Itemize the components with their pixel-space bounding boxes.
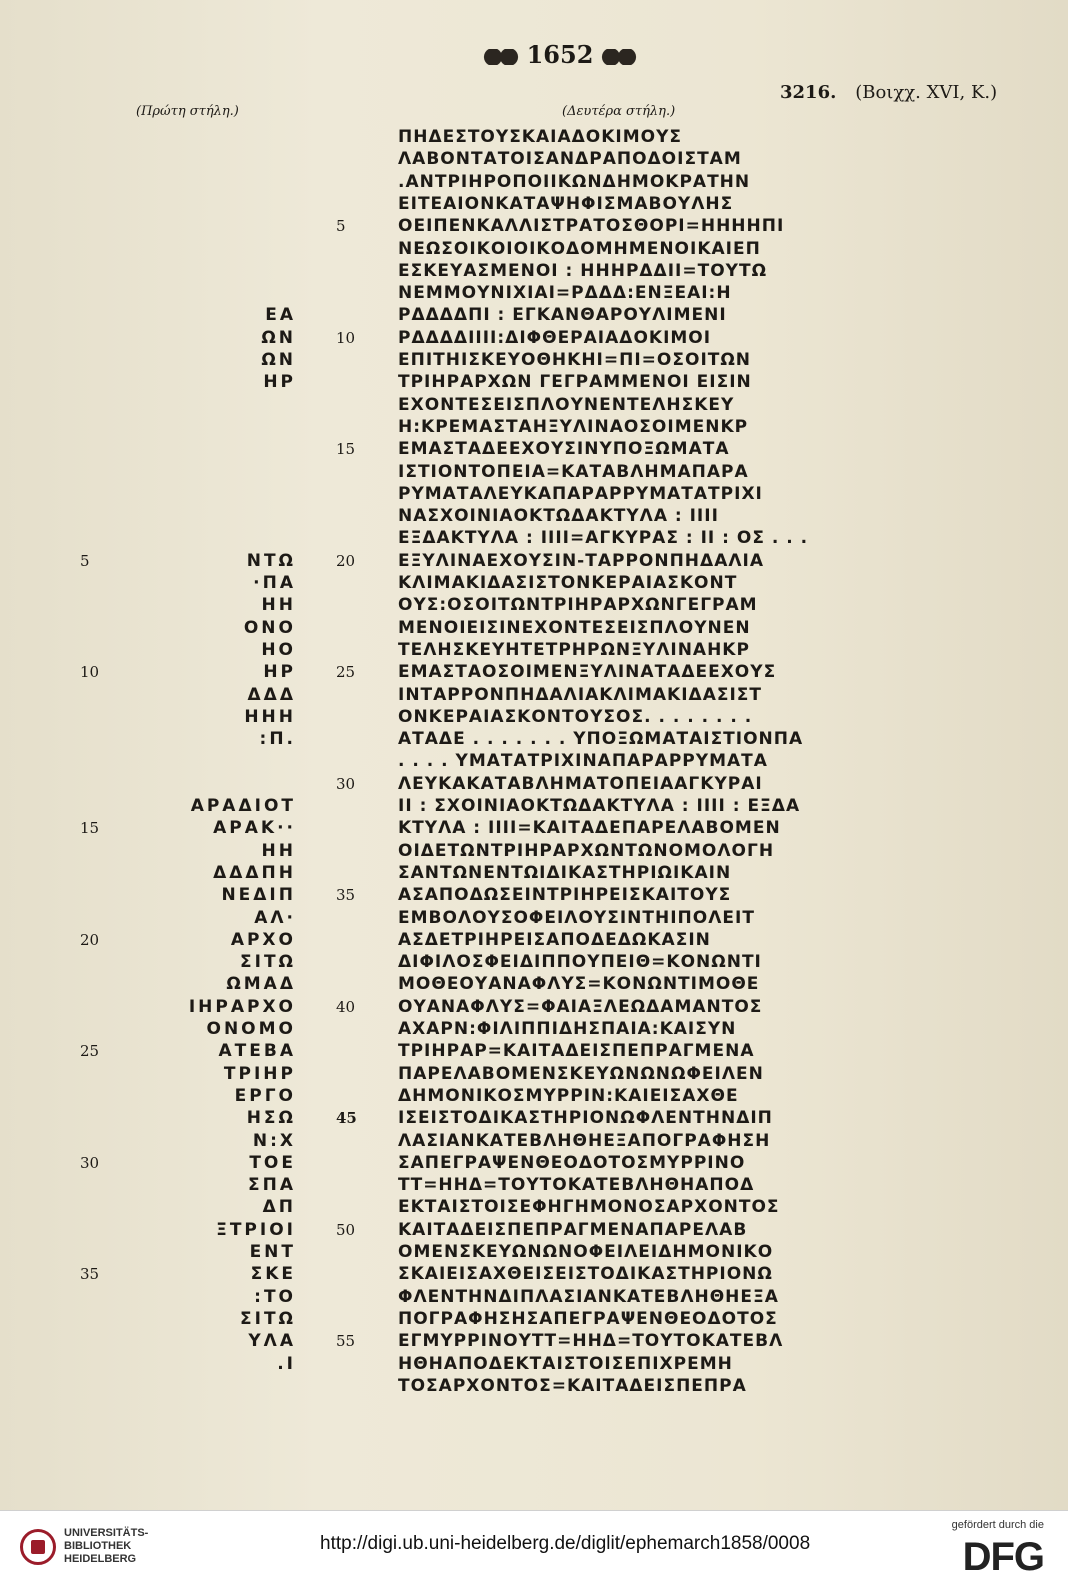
inscription-line: ΤΟΣΑΡΧΟΝΤΟΣ=ΚΑΙΤΑΔΕΙΣΠΕΠΡΑ	[398, 1375, 747, 1396]
inscription-line: ΛΕΥΚΑΚΑΤΑΒΛΗΜΑΤΟΠΕΙΑΑΓΚΥΡΑΙ	[398, 773, 763, 794]
inscription-fragment: ΗΗ	[261, 840, 296, 861]
inscription-fragment: ΗΗ	[261, 595, 296, 616]
line-number: 35	[80, 1265, 100, 1284]
inscription-line: ΜΕΝΟΙΕΙΣΙΝΕΧΟΝΤΕΣΕΙΣΠΛΟΥΝΕΝ	[398, 617, 751, 638]
column1-label: (Πρώτη στήλη.)	[136, 104, 239, 119]
inscription-line: ΝΕΜΜΟΥΝΙΧΙΑΙ=ΡΔΔΔ:ΕΝΞΕΑΙ:Η	[398, 283, 732, 304]
funding-label: gefördert durch die	[951, 1519, 1044, 1531]
inscription-fragment: ΑΡΑΚ··	[213, 818, 296, 839]
line-number: 15	[336, 440, 356, 459]
line-number: 50	[336, 1220, 356, 1239]
inscription-fragment: ΝΕΔΙΠ	[221, 885, 296, 906]
inscription-fragment: ΣΚΕ	[250, 1264, 296, 1285]
inscription-fragment: ΩΝ	[261, 327, 296, 348]
inscription-line: ΟΥΣ:ΟΣΟΙΤΩΝΤΡΙΗΡΑΡΧΩΝΓΕΓΡΑΜ	[398, 595, 758, 616]
institution-name	[64, 1527, 148, 1566]
inscription-line: ΕΣΚΕΥΑΣΜΕΝΟΙ : ΗΗΗΡΔΔΙΙ=ΤΟΥΤΩ	[398, 260, 768, 281]
line-number: 45	[336, 1109, 357, 1128]
inscription-line: ΠΟΓΡΑΦΗΣΗΣΑΠΕΓΡΑΨΕΝΘΕΟΔΟΤΟΣ	[398, 1308, 778, 1329]
inscription-fragment: .Ι	[277, 1353, 296, 1374]
inscription-line: . . . . ΥΜΑΤΑΤΡΙΧΙΝΑΠΑΡΑΡΡΥΜΑΤΑ	[398, 751, 768, 772]
left-ornament-icon	[481, 49, 521, 65]
page-number	[470, 40, 650, 69]
inscription-fragment: ΝΤΩ	[246, 550, 296, 571]
inscription-line: ΟΕΙΠΕΝΚΑΛΛΙΣΤΡΑΤΟΣΘΟΡΙ=ΗΗΗΗΠΙ	[398, 216, 785, 237]
inscription-line: ΗΘΗΑΠΟΔΕΚΤΑΙΣΤΟΙΣΕΠΙΧΡΕΜΗ	[398, 1353, 733, 1374]
inscription-fragment: ΔΔΔΠΗ	[213, 862, 296, 883]
inscription-fragment: ΙΗΡΑΡΧΟ	[188, 996, 296, 1017]
line-number: 10	[336, 328, 356, 347]
page-number-text: 1652	[526, 40, 594, 69]
inscription-fragment: :Π.	[259, 729, 296, 750]
inscription-fragment: ΟΝΟ	[243, 617, 296, 638]
inscription-line: ΙΣΕΙΣΤΟΔΙΚΑΣΤΗΡΙΟΝΩΦΛΕΝΤΗΝΔΙΠ	[398, 1108, 773, 1129]
institution-line: HEIDELBERG	[64, 1553, 137, 1565]
inscription-fragment: ΥΛΑ	[248, 1331, 296, 1352]
inscription-line: ΤΡΙΗΡΑΡ=ΚΑΙΤΑΔΕΙΣΠΕΠΡΑΓΜΕΝΑ	[398, 1041, 755, 1062]
inscription-line: ΙΙ : ΣΧΟΙΝΙΑΟΚΤΩΔΑΚΤΥΛΑ : ΙΙΙΙ : ΕΞΔΑ	[398, 796, 801, 816]
line-number: 25	[336, 663, 356, 682]
inscription-fragment: ·ΠΑ	[253, 573, 296, 593]
inscription-reference	[780, 82, 997, 103]
inscription-line: ΚΛΙΜΑΚΙΔΑΣΙΣΤΟΝΚΕΡΑΙΑΣΚΟΝΤ	[398, 573, 738, 593]
inscription-line: ΑΧΑΡΝ:ΦΙΛΙΠΠΙΔΗΣΠΑΙΑ:ΚΑΙΣΥΝ	[398, 1019, 737, 1039]
inscription-line: ΦΛΕΝΤΗΝΔΙΠΛΑΣΙΑΝΚΑΤΕΒΛΗΘΗΕΞΑ	[398, 1286, 779, 1307]
line-number: 25	[80, 1042, 100, 1061]
inscription-line: ΛΑΣΙΑΝΚΑΤΕΒΛΗΘΗΕΞΑΠΟΓΡΑΦΗΣΗ	[398, 1130, 771, 1151]
inscription-line: ΕΜΑΣΤΑΟΣΟΙΜΕΝΞΥΛΙΝΑΤΑΔΕΕΧΟΥΣ	[398, 662, 777, 683]
line-number: 15	[80, 819, 100, 838]
line-number: 5	[336, 217, 346, 236]
line-number: 5	[80, 551, 90, 570]
inscription-fragment: ΟΝΟΜΟ	[206, 1019, 296, 1039]
inscription-fragment: ΗΡ	[263, 372, 296, 393]
inscription-line: ΕΓΜΥΡΡΙΝΟΥΤΤ=ΗΗΔ=ΤΟΥΤΟΚΑΤΕΒΛ	[398, 1331, 784, 1352]
inscription-line: ΕΧΟΝΤΕΣΕΙΣΠΛΟΥΝΕΝΤΕΛΗΣΚΕΥ	[398, 394, 735, 415]
inscription-fragment: ΕΡΓΟ	[234, 1085, 296, 1106]
inscription-line: ΡΔΔΔΔΠΙ : ΕΓΚΑΝΘΑΡΟΥΛΙΜΕΝΙ	[398, 305, 727, 326]
inscription-line: ΕΙΤΕΑΙΟΝΚΑΤΑΨΗΦΙΣΜΑΒΟΥΛΗΣ	[398, 193, 734, 214]
inscription-source: (Βοιχχ. XVI, K.)	[855, 82, 998, 103]
inscription-fragment: ΤΟΕ	[249, 1152, 296, 1173]
inscription-line: ΔΗΜΟΝΙΚΟΣΜΥΡΡΙΝ:ΚΑΙΕΙΣΑΧΘΕ	[398, 1085, 739, 1106]
inscription-line: ΕΞΔΑΚΤΥΛΑ : ΙΙΙΙ=ΑΓΚΥΡΑΣ : ΙΙ : ΟΣ . . .	[398, 528, 809, 549]
inscription-line: ΟΜΕΝΣΚΕΥΩΝΩΝΟΦΕΙΛΕΙΔΗΜΟΝΙΚΟ	[398, 1242, 774, 1262]
inscription-fragment: ΣΙΤΩ	[240, 1308, 296, 1329]
inscription-fragment: ΑΛ·	[254, 907, 296, 928]
inscription-line: ΕΜΒΟΛΟΥΣΟΦΕΙΛΟΥΣΙΝΤΗΙΠΟΛΕΙΤ	[398, 907, 755, 928]
institution-line: UNIVERSITÄTS-	[64, 1527, 149, 1539]
inscription-fragment: ΣΠΑ	[248, 1175, 296, 1196]
line-number: 20	[80, 930, 100, 949]
inscription-fragment: ΑΤΕΒΑ	[218, 1041, 296, 1062]
inscription-line: ΤΤ=ΗΗΔ=ΤΟΥΤΟΚΑΤΕΒΛΗΘΗΑΠΟΔ	[398, 1175, 755, 1196]
permalink-url[interactable]: http://digi.ub.uni-heidelberg.de/diglit/ephemarch1858/0008	[320, 1533, 811, 1554]
inscription-line: ΤΕΛΗΣΚΕΥΗΤΕΤΡΗΡΩΝΞΥΛΙΝΑΗΚΡ	[398, 639, 750, 660]
line-number: 40	[336, 997, 356, 1016]
inscription-line: ΑΤΑΔΕ . . . . . . . ΥΠΟΞΩΜΑΤΑΙΣΤΙΟΝΠΑ	[398, 729, 804, 750]
inscription-fragment: ΞΤΡΙΟΙ	[216, 1219, 296, 1240]
right-ornament-icon	[599, 49, 639, 65]
column2-label: (Δευτέρα στήλη.)	[562, 104, 676, 119]
line-number: 30	[336, 774, 356, 793]
inscription-fragment: Ν:Χ	[252, 1130, 296, 1151]
inscription-fragment: ΣΙΤΩ	[240, 952, 296, 973]
inscription-line: .ΑΝΤΡΙΗΡΟΠΟΙΙΚΩΝΔΗΜΟΚΡΑΤΗΝ	[398, 171, 751, 192]
inscription-line: ΑΣΑΠΟΔΩΣΕΙΝΤΡΙΗΡΕΙΣΚΑΙΤΟΥΣ	[398, 885, 732, 906]
inscription-line: ΕΞΥΛΙΝΑΕΧΟΥΣΙΝ-ΤΑΡΡΟΝΠΗΔΑΛΙΑ	[398, 550, 764, 571]
inscription-fragment: ΩΜΑΔ	[226, 974, 296, 995]
inscription-line: ΝΑΣΧΟΙΝΙΑΟΚΤΩΔΑΚΤΥΛΑ : ΙΙΙΙ	[398, 506, 719, 527]
inscription-line: ΡΥΜΑΤΑΛΕΥΚΑΠΑΡΑΡΡΥΜΑΤΑΤΡΙΧΙ	[398, 483, 763, 504]
inscription-fragment: ΕΝΤ	[249, 1242, 296, 1262]
institution-line: BIBLIOTHEK	[64, 1540, 132, 1552]
inscription-fragment: ΔΔΔ	[247, 684, 296, 705]
inscription-line: ΕΚΤΑΙΣΤΟΙΣΕΦΗΓΗΜΟΝΟΣΑΡΧΟΝΤΟΣ	[398, 1197, 780, 1218]
inscription-fragment: ΑΡΑΔΙΟΤ	[190, 796, 296, 816]
inscription-line: ΟΥΑΝΑΦΛΥΣ=ΦΑΙΑΞΛΕΩΔΑΜΑΝΤΟΣ	[398, 996, 763, 1017]
inscription-fragment: ΔΠ	[262, 1197, 296, 1218]
inscription-fragment: ΗΡ	[263, 662, 296, 683]
inscription-line: ΕΜΑΣΤΑΔΕΕΧΟΥΣΙΝΥΠΟΞΩΜΑΤΑ	[398, 439, 730, 460]
inscription-line: ΚΤΥΛΑ : ΙΙΙΙ=ΚΑΙΤΑΔΕΠΑΡΕΛΑΒΟΜΕΝ	[398, 818, 781, 839]
inscription-fragment: ΩΝ	[261, 350, 296, 370]
line-number: 10	[80, 663, 100, 682]
inscription-line: ΙΝΤΑΡΡΟΝΠΗΔΑΛΙΑΚΛΙΜΑΚΙΔΑΣΙΣΤ	[398, 684, 762, 705]
inscription-line: ΝΕΩΣΟΙΚΟΙΟΙΚΟΔΟΜΗΜΕΝΟΙΚΑΙΕΠ	[398, 238, 761, 259]
inscription-number: 3216.	[780, 82, 837, 103]
inscription-fragment: ΗΟ	[261, 639, 296, 660]
inscription-line: ΙΣΤΙΟΝΤΟΠΕΙΑ=ΚΑΤΑΒΛΗΜΑΠΑΡΑ	[398, 461, 749, 482]
inscription-line: ΠΑΡΕΛΑΒΟΜΕΝΣΚΕΥΩΝΩΝΩΦΕΙΛΕΝ	[398, 1063, 764, 1084]
inscription-line: ΣΑΝΤΩΝΕΝΤΩΙΔΙΚΑΣΤΗΡΙΩΙΚΑΙΝ	[398, 862, 732, 883]
line-number: 30	[80, 1153, 100, 1172]
inscription-line: ΡΔΔΔΔΙΙΙΙ:ΔΙΦΘΕΡΑΙΑΔΟΚΙΜΟΙ	[398, 327, 712, 348]
inscription-fragment: ΕΑ	[265, 305, 296, 326]
inscription-line: ΜΟΘΕΟΥΑΝΑΦΛΥΣ=ΚΟΝΩΝΤΙΜΟΘΕ	[398, 974, 760, 995]
inscription-line: ΛΑΒΟΝΤΑΤΟΙΣΑΝΔΡΑΠΟΔΟΙΣΤΑΜ	[398, 149, 742, 170]
inscription-fragment: ΗΣΩ	[246, 1108, 296, 1129]
inscription-fragment: ΗΗΗ	[244, 706, 296, 727]
inscription-line: Η:ΚΡΕΜΑΣΤΑΗΞΥΛΙΝΑΟΣΟΙΜΕΝΚΡ	[398, 416, 749, 437]
inscription-line: ΕΠΙΤΗΙΣΚΕΥΟΘΗΚΗΙ=ΠΙ=ΟΣΟΙΤΩΝ	[398, 350, 752, 370]
line-number: 35	[336, 886, 356, 905]
university-logo-icon	[20, 1529, 56, 1565]
inscription-fragment: :ΤΟ	[254, 1286, 296, 1307]
inscription-line: ΤΡΙΗΡΑΡΧΩΝ ΓΕΓΡΑΜΜΕΝΟΙ ΕΙΣΙΝ	[398, 372, 752, 393]
inscription-line: ΑΣΔΕΤΡΙΗΡΕΙΣΑΠΟΔΕΔΩΚΑΣΙΝ	[398, 929, 711, 950]
inscription-line: ΣΚΑΙΕΙΣΑΧΘΕΙΣΕΙΣΤΟΔΙΚΑΣΤΗΡΙΟΝΩ	[398, 1264, 773, 1285]
inscription-fragment: ΑΡΧΟ	[230, 929, 296, 950]
inscription-line: ΣΑΠΕΓΡΑΨΕΝΘΕΟΔΟΤΟΣΜΥΡΡΙΝΟ	[398, 1152, 746, 1173]
inscription-line: ΟΝΚΕΡΑΙΑΣΚΟΝΤΟΥΣΟΣ. . . . . . . .	[398, 706, 753, 727]
inscription-line: ΠΗΔΕΣΤΟΥΣΚΑΙΑΔΟΚΙΜΟΥΣ	[398, 127, 683, 147]
inscription-fragment: ΤΡΙΗΡ	[223, 1063, 296, 1084]
line-number: 55	[336, 1332, 356, 1351]
inscription-line: ΔΙΦΙΛΟΣΦΕΙΔΙΠΠΟΥΠΕΙΘ=ΚΟΝΩΝΤΙ	[398, 952, 762, 973]
dfg-logo: DFG	[962, 1535, 1044, 1579]
inscription-line: ΚΑΙΤΑΔΕΙΣΠΕΠΡΑΓΜΕΝΑΠΑΡΕΛΑΒ	[398, 1219, 748, 1240]
footer-bar	[0, 1510, 1068, 1589]
line-number: 20	[336, 551, 356, 570]
inscription-line: ΟΙΔΕΤΩΝΤΡΙΗΡΑΡΧΩΝΤΩΝΟΜΟΛΟΓΗ	[398, 840, 775, 861]
